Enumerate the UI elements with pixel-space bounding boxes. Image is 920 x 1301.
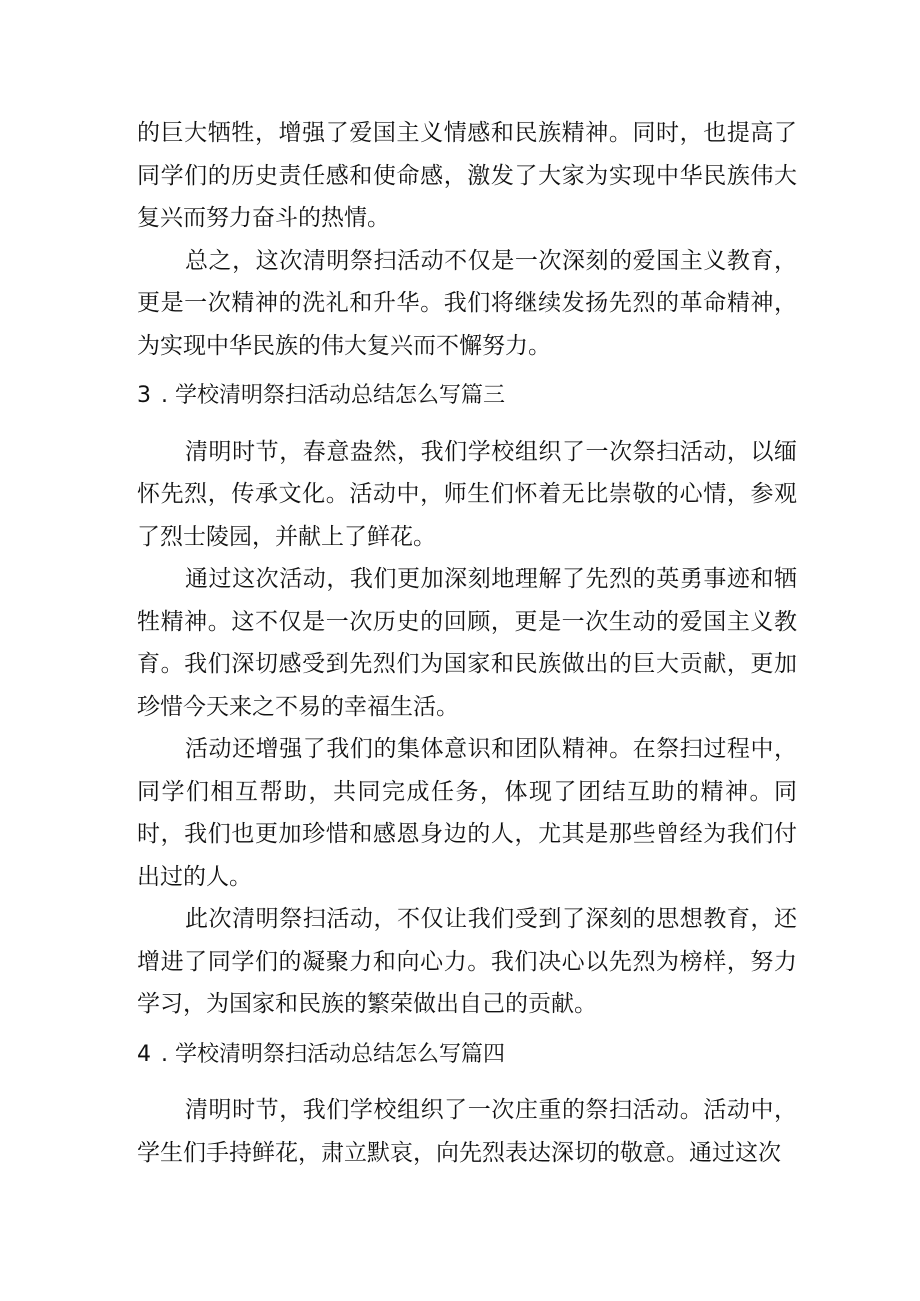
section-heading-3 xyxy=(137,375,797,418)
section3-paragraph-3: 活动还增强了我们的集体意识和团队精神。在祭扫过程中，同学们相互帮助，共同完成任务，体现了团结互助的精神。同时，我们也更加珍惜和感恩身边的人，尤其是那些曾经为我们付出过的人。 xyxy=(137,736,797,890)
paragraph-conclusion: 总之，这次清明祭扫活动不仅是一次深刻的爱国主义教育，更是一次精神的洗礼和升华。我们将继续发扬先烈的革命精神，为实现中华民族的伟大复兴而不懈努力。 xyxy=(137,247,797,359)
section4-paragraph-1: 清明时节，我们学校组织了一次庄重的祭扫活动。活动中，学生们手持鲜花，肃立默哀，向先烈表达深切的敬意。通过这次 xyxy=(137,1097,797,1166)
section-number: 3 xyxy=(137,383,151,408)
section-title: . 学校清明祭扫活动总结怎么写篇四 xyxy=(161,1041,505,1067)
section3-paragraph-1: 清明时节，春意盎然，我们学校组织了一次祭扫活动，以缅怀先烈，传承文化。活动中，师生们怀着无比崇敬的心情，参观了烈士陵园，并献上了鲜花。 xyxy=(137,438,797,550)
section-title: . 学校清明祭扫活动总结怎么写篇三 xyxy=(161,383,505,408)
document-page xyxy=(137,112,797,1174)
section3-paragraph-2: 通过这次活动，我们更加深刻地理解了先烈的英勇事迹和牺牲精神。这不仅是一次历史的回顾，更是一次生动的爱国主义教育。我们深切感受到先烈们为国家和民族做出的巨大贡献，更加珍惜今天来之不易的幸福生活。 xyxy=(137,566,797,720)
section-number: 4 xyxy=(137,1041,151,1067)
section3-paragraph-4: 此次清明祭扫活动，不仅让我们受到了深刻的思想教育，还增进了同学们的凝聚力和向心力。我们决心以先烈为榜样，努力学习，为国家和民族的繁荣做出自己的贡献。 xyxy=(137,906,797,1017)
section-heading-4 xyxy=(137,1034,797,1077)
paragraph-continuation: 的巨大牺牲，增强了爱国主义情感和民族精神。同时，也提高了同学们的历史责任感和使命感，激发了大家为实现中华民族伟大复兴而努力奋斗的热情。 xyxy=(137,120,797,231)
